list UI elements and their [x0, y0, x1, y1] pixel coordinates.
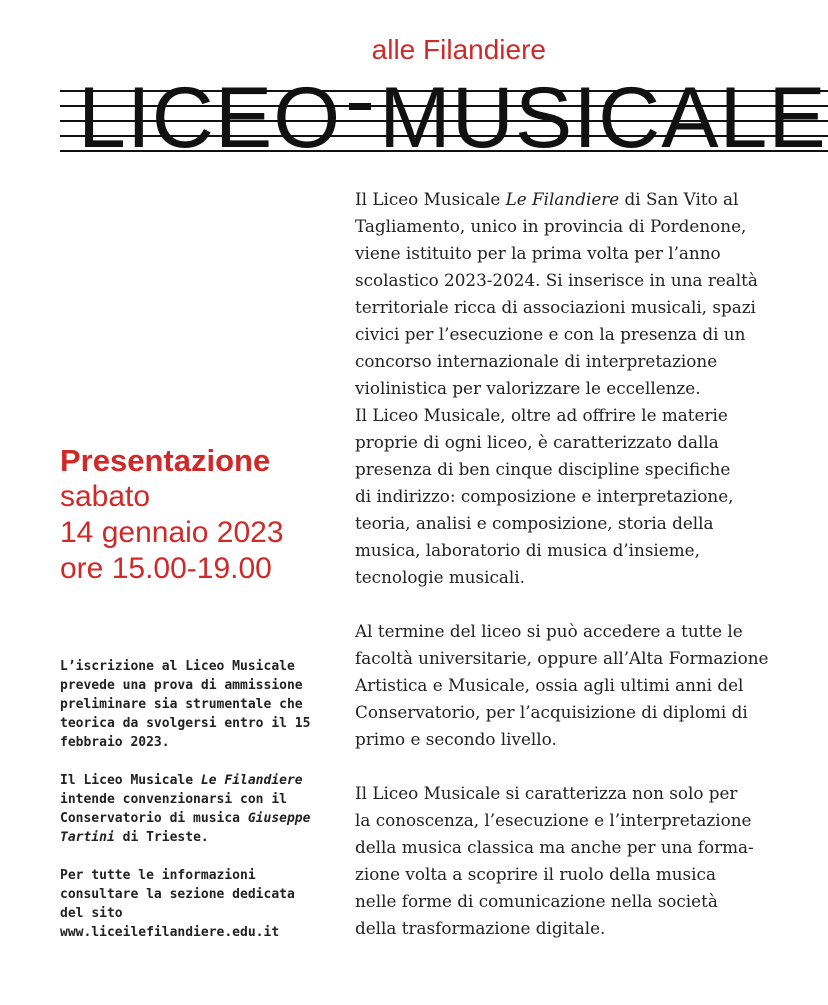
- body-line: [355, 186, 825, 213]
- paragraph-outcomes: [355, 618, 825, 753]
- event-heading: Presentazione: [60, 443, 271, 478]
- side-notes: [60, 657, 325, 961]
- note-line: prevede una prova di ammissione: [60, 678, 303, 693]
- body-line: Il Liceo Musicale, oltre ad offrire le materie: [355, 405, 728, 425]
- body-line: Il Liceo Musicale si caratterizza non solo per: [355, 783, 738, 803]
- body-line: Al termine del liceo si può accedere a tutte le: [355, 621, 743, 641]
- note-text: Il Liceo Musicale: [60, 773, 201, 788]
- note-line: consultare la sezione dedicata del: [60, 887, 295, 921]
- body-line: teoria, analisi e composizione, storia della: [355, 513, 714, 533]
- note-line: il 15 febbraio 2023.: [60, 716, 311, 750]
- body-line: violinistica per valorizzare le eccellenze.: [355, 378, 701, 398]
- body-text: di San Vito al: [619, 189, 739, 209]
- note-line: Conservatorio di musica: [60, 811, 241, 826]
- note-enrollment: [60, 657, 325, 752]
- masthead-title-left: LICEO: [78, 70, 342, 166]
- body-line: zione volta a scoprire il ruolo della musica: [355, 864, 716, 884]
- note-line: preliminare sia strumentale che: [60, 697, 303, 712]
- note-line: sito www.liceilefilandiere.edu.it: [60, 906, 280, 940]
- body-line: di indirizzo: composizione e interpretazione,: [355, 486, 734, 506]
- body-text: Il Liceo Musicale: [355, 189, 506, 209]
- event-block: [60, 443, 284, 587]
- body-line: presenza di ben cinque discipline specifiche: [355, 459, 731, 479]
- body-line: nelle forme di comunicazione nella società: [355, 891, 718, 911]
- masthead-dash: [349, 103, 371, 110]
- body-line: la conoscenza, l’esecuzione e l’interpretazione: [355, 810, 752, 830]
- body-line: scolastico 2023-2024. Si inserisce in una realtà: [355, 270, 758, 290]
- paragraph-character: [355, 780, 825, 942]
- main-text: [355, 186, 825, 942]
- masthead-title-right: MUSICALE: [379, 70, 827, 166]
- body-line: viene istituito per la prima volta per l’anno: [355, 243, 721, 263]
- note-line: L’iscrizione al Liceo Musicale: [60, 659, 295, 674]
- body-line: territoriale ricca di associazioni musicali, spazi: [355, 297, 756, 317]
- body-line: civici per l’esecuzione e con la presenza di un: [355, 324, 746, 344]
- note-italic: Giuseppe Tartini: [60, 811, 311, 845]
- body-line: tecnologie musicali.: [355, 567, 526, 587]
- note-conservatory: [60, 771, 325, 847]
- event-date: 14 gennaio 2023: [60, 516, 284, 549]
- body-line: della trasformazione digitale.: [355, 918, 606, 938]
- note-line: intende convenzionarsi con il: [60, 792, 287, 807]
- note-line: teorica da svolgersi entro: [60, 716, 264, 731]
- body-line: Artistica e Musicale, ossia agli ultimi anni del: [355, 675, 744, 695]
- body-line: musica, laboratorio di musica d’insieme,: [355, 540, 700, 560]
- note-info: [60, 866, 325, 942]
- masthead-title: [78, 70, 827, 166]
- note-italic: Le Filandiere: [200, 773, 303, 788]
- paragraph-intro: [355, 186, 825, 402]
- body-line: Conservatorio, per l’acquisizione di diplomi di: [355, 702, 748, 722]
- event-day: sabato: [60, 480, 151, 513]
- note-line: [60, 773, 303, 788]
- note-line: Per tutte le informazioni: [60, 868, 256, 883]
- body-italic: Le Filandiere: [505, 189, 620, 209]
- paragraph-disciplines: [355, 402, 825, 591]
- event-time: ore 15.00-19.00: [60, 552, 272, 585]
- body-line: primo e secondo livello.: [355, 729, 557, 749]
- masthead-subtitle: alle Filandiere: [371, 34, 546, 65]
- body-line: concorso internazionale di interpretazione: [355, 351, 718, 371]
- note-text: di Trieste.: [114, 830, 209, 845]
- body-line: facoltà universitarie, oppure all’Alta Formazione: [355, 648, 769, 668]
- body-line: proprie di ogni liceo, è caratterizzato dalla: [355, 432, 719, 452]
- body-line: della musica classica ma anche per una forma-: [355, 837, 754, 857]
- body-line: Tagliamento, unico in provincia di Pordenone,: [355, 216, 747, 236]
